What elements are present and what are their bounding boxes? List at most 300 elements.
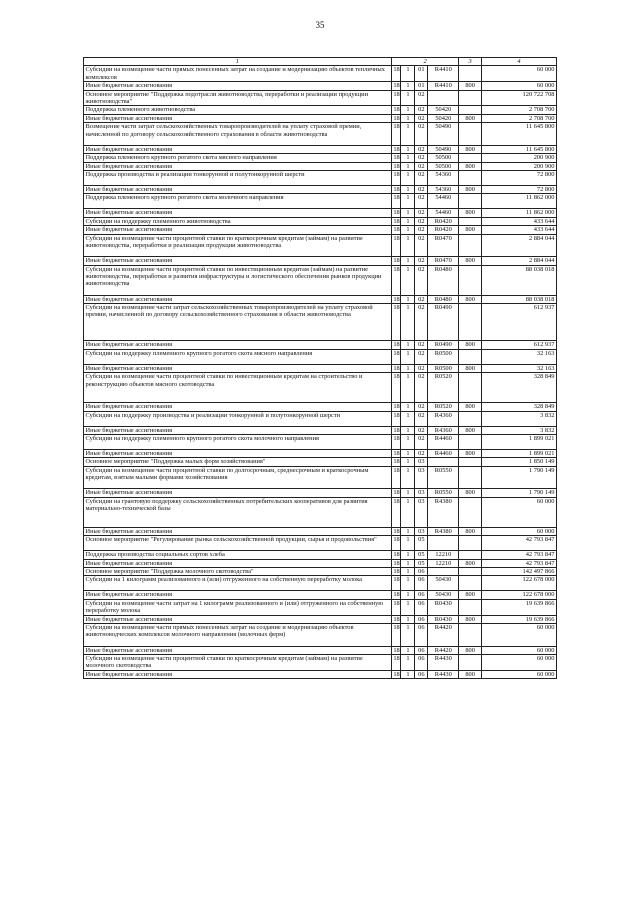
row-code-d: R0520 [428, 403, 459, 411]
row-expense-type [459, 458, 482, 466]
table-row [84, 123, 557, 146]
row-name: Основное мероприятие "Поддержка молочного скотоводства" [84, 567, 392, 575]
row-code-a: 18 [393, 185, 400, 193]
table-row [84, 591, 557, 599]
row-code-c: 03 [415, 497, 428, 527]
row-code-d: 50420 [428, 114, 459, 122]
row-code-b: 1 [401, 234, 415, 257]
row-code-d: R4420 [428, 646, 459, 654]
header-row [84, 58, 557, 66]
table-row [84, 82, 557, 90]
table-row [84, 217, 557, 225]
row-code-d: 50500 [428, 154, 459, 162]
row-code-a: 18 [393, 450, 400, 458]
row-name: Субсидии на возмещение части процентной ставки по краткосрочным кредитам (займам) на развитие молочного скотоводства [84, 654, 392, 670]
row-expense-type [459, 411, 482, 426]
row-amount: 2 884 044 [481, 234, 556, 257]
row-code-d: 50430 [428, 576, 459, 591]
row-code-b: 1 [401, 194, 415, 209]
row-code-a: 18 [391, 497, 401, 527]
row-code-b: 1 [401, 106, 415, 114]
row-name: Иные бюджетные ассигнования [84, 364, 392, 372]
row-code-a: 18 [393, 209, 400, 217]
row-code-b: 1 [401, 646, 415, 654]
row-code-a: 18 [391, 576, 401, 591]
row-code-d: 54360 [428, 185, 459, 193]
table-row [84, 341, 557, 349]
row-code-c: 02 [415, 217, 428, 225]
row-expense-type: 800 [459, 559, 482, 567]
row-expense-type [459, 170, 482, 185]
budget-table [83, 57, 557, 679]
table-row [84, 450, 557, 458]
row-code-c: 02 [415, 114, 428, 122]
row-amount: 32 163 [481, 349, 556, 364]
row-code-a: 18 [391, 66, 401, 82]
row-code-a: 18 [391, 265, 401, 295]
row-amount: 200 900 [481, 154, 556, 162]
row-code-a: 18 [391, 234, 401, 257]
table-row [84, 170, 557, 185]
row-code-a: 18 [393, 527, 400, 535]
row-code-d: R4420 [428, 624, 459, 647]
table-row [84, 90, 557, 106]
row-name: Основное мероприятие "Регулирование рынка сельскохозяйственной продукции, сырья и продовольствия" [84, 536, 392, 551]
row-expense-type: 800 [459, 257, 482, 265]
row-code-d [428, 458, 459, 466]
row-amount: 11 645 800 [481, 123, 556, 146]
row-code-b: 1 [401, 527, 415, 535]
row-expense-type: 800 [459, 82, 482, 90]
row-code-d: R0490 [428, 341, 459, 349]
row-code-d: 50490 [428, 145, 459, 153]
row-expense-type: 800 [459, 295, 482, 303]
row-code-b: 1 [401, 591, 415, 599]
row-code-d [428, 90, 459, 106]
row-code-b: 1 [401, 489, 415, 497]
row-code-b: 1 [401, 123, 415, 146]
row-code-d: R0490 [428, 303, 459, 341]
row-code-b: 1 [401, 265, 415, 295]
row-name: Иные бюджетные ассигнования [84, 226, 392, 234]
row-amount: 60 000 [481, 646, 556, 654]
table-row [84, 154, 557, 162]
row-code-c: 05 [415, 536, 428, 551]
table-row [84, 527, 557, 535]
row-code-d: R4430 [428, 654, 459, 670]
row-code-b: 1 [401, 185, 415, 193]
header-col-code: 2 [391, 58, 459, 66]
row-amount: 328 849 [481, 403, 556, 411]
row-amount: 11 862 000 [481, 194, 556, 209]
header-col-name: 1 [84, 58, 392, 66]
header-col-type: 3 [459, 58, 482, 66]
table-row [84, 114, 557, 122]
row-name: Возмещение части затрат сельскохозяйственных товаропроизводителей на уплату страховой премии, начисленной по договору сельскохозяйственного страхования в области животноводства [84, 123, 392, 146]
row-code-d: R4460 [428, 450, 459, 458]
row-code-d: 54460 [428, 194, 459, 209]
row-code-c: 06 [415, 567, 428, 575]
row-amount: 60 000 [481, 624, 556, 647]
table-row [84, 403, 557, 411]
row-code-b: 1 [401, 145, 415, 153]
row-name: Субсидии на поддержку племенного животноводства [84, 217, 392, 225]
row-code-b: 1 [401, 411, 415, 426]
row-amount: 122 678 000 [481, 576, 556, 591]
row-name: Поддержка племенного крупного рогатого скота молочного направления [84, 194, 392, 209]
row-code-a: 18 [393, 403, 400, 411]
row-amount: 1 899 021 [481, 435, 556, 450]
row-name: Иные бюджетные ассигнования [84, 615, 392, 623]
row-name: Субсидии на возмещение части затрат на 1 килограмм реализованного и (или) отгруженного на собственную переработку молока [84, 599, 392, 615]
row-code-d: R0520 [428, 373, 459, 403]
row-expense-type: 800 [459, 670, 482, 678]
row-expense-type [459, 66, 482, 82]
row-name: Иные бюджетные ассигнования [84, 82, 392, 90]
row-code-a: 18 [391, 90, 401, 106]
table-row [84, 185, 557, 193]
table-row [84, 257, 557, 265]
row-name: Субсидии на возмещение части процентной ставки по инвестиционным кредитам на строительство и реконструкцию объектов мясного скотоводства [84, 373, 392, 403]
row-code-c: 02 [415, 257, 428, 265]
row-code-a: 18 [391, 536, 401, 551]
row-code-c: 02 [415, 435, 428, 450]
row-code-b: 1 [401, 349, 415, 364]
row-code-a: 18 [393, 364, 400, 372]
row-code-a: 18 [393, 551, 400, 559]
row-expense-type: 800 [459, 615, 482, 623]
row-code-c: 02 [415, 145, 428, 153]
table-row [84, 234, 557, 257]
row-expense-type [459, 154, 482, 162]
row-name: Иные бюджетные ассигнования [84, 162, 392, 170]
row-code-d: R4360 [428, 426, 459, 434]
row-code-c: 02 [415, 411, 428, 426]
row-name: Иные бюджетные ассигнования [84, 295, 392, 303]
row-code-b: 1 [401, 403, 415, 411]
row-code-c: 05 [415, 551, 428, 559]
row-code-b: 1 [401, 551, 415, 559]
row-amount: 1 790 149 [481, 466, 556, 489]
row-code-d: R0470 [428, 257, 459, 265]
row-code-c: 02 [415, 364, 428, 372]
row-code-d: R4410 [428, 82, 459, 90]
row-code-a: 18 [393, 559, 400, 567]
row-code-a: 18 [391, 170, 401, 185]
row-code-c: 05 [415, 559, 428, 567]
row-code-b: 1 [401, 426, 415, 434]
row-code-c: 02 [415, 341, 428, 349]
row-code-d: R0420 [428, 226, 459, 234]
row-code-c: 02 [415, 106, 428, 114]
row-code-a: 18 [393, 114, 400, 122]
row-code-d: R4460 [428, 435, 459, 450]
row-code-b: 1 [401, 450, 415, 458]
row-expense-type [459, 234, 482, 257]
row-amount: 433 644 [481, 217, 556, 225]
row-name: Субсидии на поддержку племенного крупного рогатого скота мясного направления [84, 349, 392, 364]
table-row [84, 162, 557, 170]
row-amount: 11 862 000 [481, 209, 556, 217]
row-name: Субсидии на возмещение части прямых понесенных затрат на создание и модернизацию объектов тепличных комплексов [84, 66, 392, 82]
row-code-d: R0430 [428, 615, 459, 623]
row-code-c: 02 [415, 90, 428, 106]
row-code-b: 1 [401, 170, 415, 185]
row-code-d: 54360 [428, 170, 459, 185]
row-code-d: R4360 [428, 411, 459, 426]
row-name: Иные бюджетные ассигнования [84, 670, 392, 678]
table-row [84, 624, 557, 647]
table-row [84, 145, 557, 153]
row-expense-type [459, 551, 482, 559]
table-row [84, 295, 557, 303]
row-expense-type [459, 303, 482, 341]
row-expense-type [459, 624, 482, 647]
row-code-c: 02 [415, 185, 428, 193]
row-name: Субсидии на поддержку племенного крупного рогатого скота молочного направления [84, 435, 392, 450]
row-amount: 11 645 800 [481, 145, 556, 153]
row-code-c: 06 [415, 591, 428, 599]
row-code-b: 1 [401, 154, 415, 162]
row-name: Субсидии на 1 килограмм реализованного и (или) отгруженного на собственную переработку молока [84, 576, 392, 591]
row-code-b: 1 [401, 576, 415, 591]
row-amount: 42 793 847 [481, 551, 556, 559]
table-row [84, 559, 557, 567]
row-code-c: 06 [415, 646, 428, 654]
row-amount: 612 937 [481, 341, 556, 349]
row-amount: 19 639 866 [481, 615, 556, 623]
row-amount: 42 793 847 [481, 559, 556, 567]
row-code-a: 18 [393, 162, 400, 170]
table-row [84, 364, 557, 372]
row-name: Субсидии на возмещение части затрат сельскохозяйственных товаропроизводителей на уплату страховой премии, начисленной по договору сельскохозяйственного страхования в области животноводства [84, 303, 392, 341]
row-amount: 32 163 [481, 364, 556, 372]
row-name: Поддержка производства социальных сортов хлеба [84, 551, 392, 559]
table-row [84, 536, 557, 551]
row-code-c: 06 [415, 654, 428, 670]
row-expense-type [459, 576, 482, 591]
row-name: Иные бюджетные ассигнования [84, 591, 392, 599]
table-row [84, 489, 557, 497]
row-code-c: 06 [415, 670, 428, 678]
table-row [84, 654, 557, 670]
row-amount: 19 639 866 [481, 599, 556, 615]
table-row [84, 646, 557, 654]
row-code-c: 02 [415, 303, 428, 341]
row-code-c: 02 [415, 426, 428, 434]
row-code-b: 1 [401, 114, 415, 122]
row-code-a: 18 [393, 458, 400, 466]
row-code-a: 18 [393, 646, 400, 654]
row-name: Субсидии на поддержку производства и реализации тонкорунной и полутонкорунной шерсти [84, 411, 392, 426]
row-expense-type [459, 106, 482, 114]
row-code-b: 1 [401, 567, 415, 575]
row-code-d: 50420 [428, 106, 459, 114]
row-name: Субсидии на возмещение части процентной ставки по долгосрочным, среднесрочным и краткосрочным кредитам, взятым малыми формами хозяйствования [84, 466, 392, 489]
row-code-b: 1 [401, 599, 415, 615]
row-amount: 72 800 [481, 185, 556, 193]
row-code-b: 1 [401, 226, 415, 234]
row-code-d: R0500 [428, 364, 459, 372]
row-code-c: 03 [415, 466, 428, 489]
row-code-d: R4430 [428, 670, 459, 678]
row-name: Основное мероприятие "Поддержка малых форм хозяйствования" [84, 458, 392, 466]
row-name: Основное мероприятие "Поддержка подотрасли животноводства, переработки и реализации продукции животноводства" [84, 90, 392, 106]
row-code-c: 02 [415, 162, 428, 170]
row-code-c: 02 [415, 123, 428, 146]
row-amount: 200 900 [481, 162, 556, 170]
table-row [84, 670, 557, 678]
row-expense-type [459, 567, 482, 575]
row-code-a: 18 [391, 435, 401, 450]
row-code-c: 03 [415, 527, 428, 535]
row-code-a: 18 [391, 194, 401, 209]
row-expense-type: 800 [459, 114, 482, 122]
row-code-c: 02 [415, 209, 428, 217]
row-code-b: 1 [401, 624, 415, 647]
table-row [84, 209, 557, 217]
row-amount: 3 832 [481, 411, 556, 426]
row-code-c: 03 [415, 458, 428, 466]
row-code-c: 01 [415, 66, 428, 82]
row-expense-type [459, 217, 482, 225]
row-code-a: 18 [391, 373, 401, 403]
row-amount: 60 000 [481, 82, 556, 90]
row-code-a: 18 [393, 295, 400, 303]
page-number: 35 [315, 20, 325, 30]
row-code-a: 18 [391, 599, 401, 615]
row-name: Поддержка племенного животноводства [84, 106, 392, 114]
row-amount: 2 708 700 [481, 114, 556, 122]
row-expense-type: 800 [459, 341, 482, 349]
row-code-c: 02 [415, 234, 428, 257]
table-row [84, 567, 557, 575]
row-code-a: 18 [393, 154, 400, 162]
table-row [84, 194, 557, 209]
row-expense-type [459, 435, 482, 450]
table-row [84, 349, 557, 364]
row-code-a: 18 [391, 466, 401, 489]
row-amount: 60 000 [481, 66, 556, 82]
table-row [84, 265, 557, 295]
row-amount: 612 937 [481, 303, 556, 341]
row-code-a: 18 [393, 226, 400, 234]
row-code-c: 02 [415, 349, 428, 364]
table-row [84, 497, 557, 527]
table-row [84, 599, 557, 615]
row-code-d: R4380 [428, 527, 459, 535]
row-expense-type [459, 536, 482, 551]
row-amount: 142 497 866 [481, 567, 556, 575]
row-name: Поддержка производства и реализации тонкорунной и полутонкорунной шерсти [84, 170, 392, 185]
row-amount: 2 708 700 [481, 106, 556, 114]
row-code-a: 18 [393, 257, 400, 265]
row-code-a: 18 [391, 411, 401, 426]
row-expense-type [459, 194, 482, 209]
row-expense-type: 800 [459, 646, 482, 654]
row-code-a: 18 [393, 489, 400, 497]
row-name: Иные бюджетные ассигнования [84, 341, 392, 349]
row-code-a: 18 [393, 615, 400, 623]
row-code-a: 18 [393, 341, 400, 349]
row-amount: 42 793 847 [481, 536, 556, 551]
table-row [84, 373, 557, 403]
row-code-a: 18 [391, 349, 401, 364]
row-code-d: R4380 [428, 497, 459, 527]
table-row [84, 226, 557, 234]
row-expense-type [459, 599, 482, 615]
row-amount: 60 000 [481, 654, 556, 670]
row-code-a: 18 [393, 591, 400, 599]
row-expense-type: 800 [459, 185, 482, 193]
table-row [84, 458, 557, 466]
row-code-b: 1 [401, 615, 415, 623]
row-amount: 60 000 [481, 670, 556, 678]
row-name: Иные бюджетные ассигнования [84, 426, 392, 434]
row-code-b: 1 [401, 66, 415, 82]
table-row [84, 576, 557, 591]
row-amount: 1 899 021 [481, 450, 556, 458]
row-code-d: R0430 [428, 599, 459, 615]
row-expense-type [459, 90, 482, 106]
row-code-d: 50490 [428, 123, 459, 146]
row-code-b: 1 [401, 536, 415, 551]
row-expense-type: 800 [459, 450, 482, 458]
row-code-c: 02 [415, 450, 428, 458]
row-expense-type: 800 [459, 162, 482, 170]
row-expense-type [459, 466, 482, 489]
row-code-a: 18 [393, 670, 400, 678]
row-code-d: R0500 [428, 349, 459, 364]
row-code-b: 1 [401, 341, 415, 349]
row-code-c: 02 [415, 265, 428, 295]
row-name: Иные бюджетные ассигнования [84, 403, 392, 411]
row-expense-type [459, 123, 482, 146]
row-code-c: 02 [415, 403, 428, 411]
row-expense-type: 800 [459, 145, 482, 153]
row-code-d: R0550 [428, 466, 459, 489]
row-name: Иные бюджетные ассигнования [84, 145, 392, 153]
row-code-b: 1 [401, 497, 415, 527]
row-amount: 433 644 [481, 226, 556, 234]
row-name: Иные бюджетные ассигнования [84, 646, 392, 654]
row-code-c: 02 [415, 194, 428, 209]
row-code-b: 1 [401, 257, 415, 265]
row-code-d: R0470 [428, 234, 459, 257]
row-code-b: 1 [401, 303, 415, 341]
row-name: Поддержка племенного крупного рогатого скота мясного направления [84, 154, 392, 162]
row-name: Субсидии на возмещение части процентной ставки по инвестиционным кредитам (займам) на развитие животноводства, переработки и развития инфраструктуры и логистического обеспечения рынков продукции животноводства [84, 265, 392, 295]
table-row [84, 466, 557, 489]
row-code-c: 06 [415, 615, 428, 623]
row-code-b: 1 [401, 435, 415, 450]
row-code-b: 1 [401, 559, 415, 567]
row-expense-type [459, 497, 482, 527]
row-code-b: 1 [401, 90, 415, 106]
row-expense-type [459, 373, 482, 403]
row-code-d: R4410 [428, 66, 459, 82]
row-code-b: 1 [401, 162, 415, 170]
row-amount: 120 722 708 [481, 90, 556, 106]
row-expense-type: 800 [459, 226, 482, 234]
row-expense-type [459, 654, 482, 670]
row-code-d: R0420 [428, 217, 459, 225]
row-code-d: R0550 [428, 489, 459, 497]
row-expense-type: 800 [459, 591, 482, 599]
row-expense-type: 800 [459, 364, 482, 372]
row-code-c: 06 [415, 599, 428, 615]
row-code-b: 1 [401, 373, 415, 403]
